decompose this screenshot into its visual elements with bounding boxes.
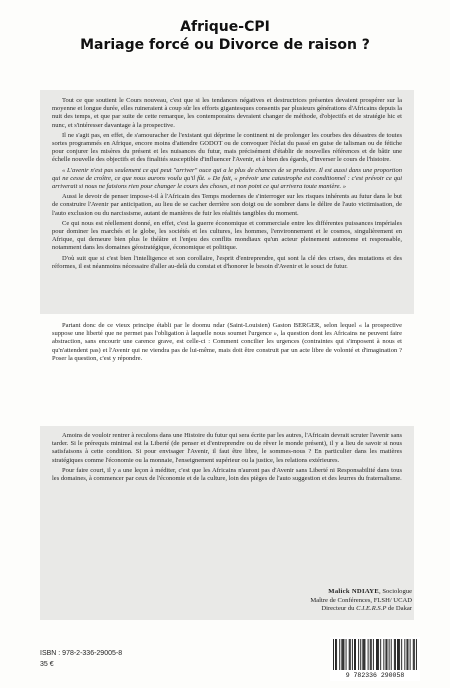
paragraph: Il ne s'agit pas, en effet, de s'amouracher de l'existant qui déprime le continent ni de prolonger les courbes des désastres de toutes sortes programmés en Afrique, encore moins d'attendre GODOT ou de convoquer l'éclat du passé en guise de talisman ou de fétiche pour conjurer les misères du présent et les nuisances du futur, mais précisément d'établir de nouvelles références et de bâtir une échelle nouvelle des objectifs et des finalités susceptible d'influencer l'Avenir, et à bien des égards, d'inverser le cours de l'histoire. [52, 131, 402, 164]
barcode-bar [377, 639, 378, 670]
barcode-bar [352, 639, 353, 670]
barcode-bar [408, 639, 409, 670]
barcode-bar [397, 639, 398, 670]
title-line-2: Mariage forcé ou Divorce de raison ? [80, 37, 370, 53]
barcode-bar [414, 639, 415, 670]
author-position: Maître de Conférences, FLSH/ UCAD [310, 596, 412, 604]
barcode-bar [341, 639, 342, 670]
paragraph: Tout ce que soutient le Cours nouveau, c'est que si les tendances négatives et destructrices présentes devaient prospérer sur la moyenne et longue durée, elles ruineraient à coup sûr les efforts gigantesques consentis par plusieurs générations d'Africains depuis la nuit des temps, et que par suite de cette remarque, les contemporains devraient changer de méthode, d'objectifs et de stratégie hic et nunc, et s'intéresser davantage à la prospective. [52, 97, 402, 129]
barcode-bar [394, 639, 395, 670]
barcode-bar [360, 639, 361, 670]
barcode-bar [350, 639, 351, 670]
barcode-bar [376, 639, 377, 670]
paragraph: Ce qui nous est réellement donné, en effet, c'est la guerre économique et commerciale entre les différentes puissances impériales pour dominer les marchés et le globe, les sociétés et les cultures, les hommes, l'environnement et le cosmos, singulièrement en Afrique, qui demeure bien plus le théâtre et l'enjeu des conflits mondiaux qu'un acteur pleinement autonome et responsable, notamment dans les domaines géostratégique, économique et politique. [52, 219, 402, 252]
barcode-bar [407, 639, 408, 670]
barcode-bar [355, 639, 356, 670]
price: 35 € [40, 661, 54, 668]
barcode-bar [346, 639, 347, 670]
barcode-bar [349, 639, 350, 670]
barcode-bar [368, 639, 369, 670]
barcode-bar [416, 639, 417, 670]
author-role: , Sociologue [379, 588, 412, 595]
barcode-bar [387, 639, 388, 670]
barcode-bar [373, 639, 374, 670]
barcode-bar [342, 639, 343, 670]
barcode-bar [410, 639, 411, 670]
barcode-bar [391, 639, 392, 670]
author-signature [236, 588, 412, 614]
barcode-bar [389, 639, 390, 670]
title-line-1: Afrique-CPI [180, 19, 270, 35]
paragraph: Partant donc de ce vieux principe établi par le doomu ndar (Saint-Louisien) Gaston BERGER, selon lequel « la prospective suppose une liberté que ne permet pas l'obligation à laquelle nous soumet l'urgence », la question dont les Africains ne peuvent faire abstraction, sans encourir une carence grave, est celle-ci : Comment concilier les urgences (contraintes qui s'imposent à nous et qu'n'attendent pas) et l'Avenir qui ne viendra pas de lui-même, mais doit être construit par un acte libre de volonté et d'imagination ? Poser la question, c'est y répondre. [52, 322, 402, 362]
barcode-bar [380, 639, 381, 670]
barcode-digits: 9 782336 290058 [345, 672, 405, 679]
barcode-bar [395, 639, 396, 670]
barcode-bar [413, 639, 414, 670]
barcode-bar [363, 639, 364, 670]
paragraph: D'où suit que si c'est bien l'intelligence et son corollaire, l'esprit d'entreprendre, qui sont la clé des crises, des mutations et des réformes, il est néanmoins nécessaire d'aller au-delà du constat et d'honorer le besoin d'Avenir et le souci de futur. [52, 254, 402, 270]
isbn-block [40, 648, 122, 670]
middle-text-block [52, 322, 402, 365]
barcode-bar [404, 639, 405, 670]
isbn-number: ISBN : 978-2-336-29005-8 [40, 650, 123, 657]
barcode [330, 637, 420, 681]
barcode-bar [399, 639, 400, 670]
barcode-bar [371, 639, 372, 670]
barcode-bar [354, 639, 355, 670]
barcode-bar [344, 639, 345, 670]
author-institute: C.I.E.R.S.P [356, 605, 387, 613]
barcode-bar [336, 639, 337, 670]
author-director-suffix: de Dakar [386, 605, 412, 613]
paragraph: Aussi le devoir de penser impose-t-il à l'Africain des Temps modernes de s'interroger sur les risques inhérents au futur dans le but de construire l'Avenir par anticipation, au lieu de se cacher derrière son doigt ou de sombrer dans le délire de l'auto victimisation, de l'auto exclusion ou du narcissisme, autant de manières de fuir les réalités tangibles du moment. [52, 193, 402, 217]
barcode-bars [330, 637, 420, 671]
barcode-bar [370, 639, 371, 670]
barcode-bar [362, 639, 363, 670]
barcode-bar [386, 639, 387, 670]
paragraph: Amoins de vouloir rentrer à reculons dans une Histoire du futur qui sera écrite par les autres, l'Africain devrait scruter l'avenir sans tarder. Si le prérequis minimal est la Liberté (de penser et d'entreprendre ou de rêver le monde présent), il y a lieu de savoir si nous satisfaisons à cette condition. Si pour envisager l'Avenir, il faut être libre, le sommes-nous ? En particulier dans les matières stratégiques comme l'économie ou la monnaie, l'enseignement supérieur ou la justice, les relations extérieures. [52, 432, 402, 464]
author-director-prefix: Directeur du [321, 605, 357, 613]
barcode-bar [365, 639, 366, 670]
barcode-bar [378, 639, 379, 670]
barcode-bar [383, 639, 384, 670]
barcode-bar [335, 639, 336, 670]
barcode-bar [339, 639, 340, 670]
barcode-bar [401, 639, 402, 670]
paragraph: Pour faire court, il y a une leçon à méditer, c'est que les Africains n'auront pas d'Avenir sans Liberté ni Responsabilité dans tous les domaines, à commencer par ceux de l'économie et de la culture, loin des pièges de l'auto suggestion et des leurres du fraternalisme. [52, 466, 402, 483]
quote-paragraph: « L'avenir n'est pas seulement ce qui peut "arriver" ouce qui a le plus de chances de se produire. Il est aussi dans une proportion qui ne cesse de croître, ce que nous aurons voulu qu'il fût. » De fait, « prévoir une catastrophe est conditionnel : c'est prévoir ce qui arriverait si nous ne faisions rien pour changer le cours des choses, et non point ce qui arrivera toute manière. » [52, 166, 402, 191]
barcode-bar [333, 639, 334, 670]
author-name: Malick NDIAYE [328, 588, 380, 595]
top-text-panel [40, 90, 414, 314]
book-title [0, 18, 450, 54]
barcode-bar [358, 639, 359, 670]
barcode-bar [398, 639, 399, 670]
